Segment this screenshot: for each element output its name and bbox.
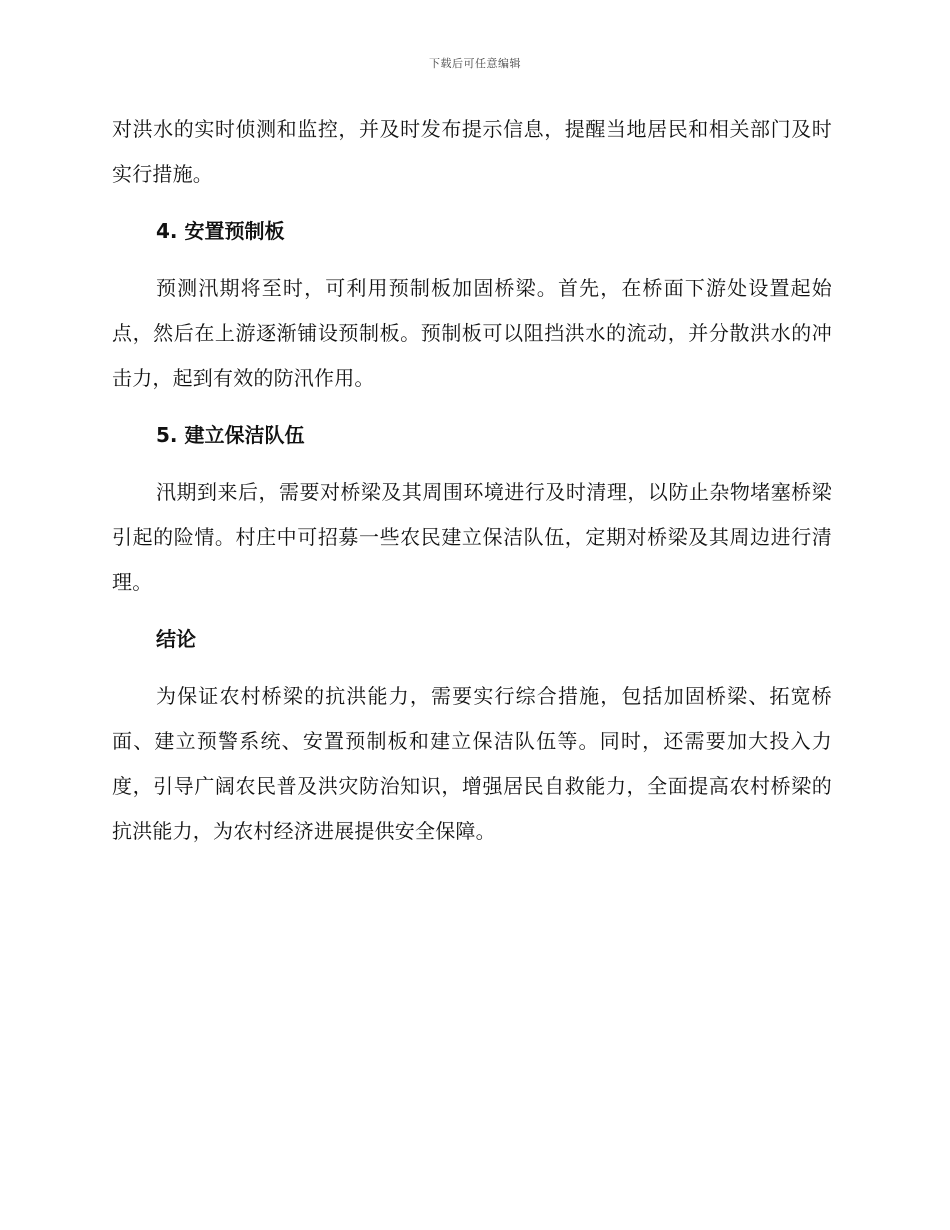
document-body <box>112 107 832 854</box>
intro-paragraph: 对洪水的实时侦测和监控，并及时发布提示信息，提醒当地居民和相关部门及时实行措施。 <box>112 117 832 186</box>
conclusion-paragraph: 为保证农村桥梁的抗洪能力，需要实行综合措施，包括加固桥梁、拓宽桥面、建立预警系统、安置预制板和建立保洁队伍等。同时，还需要加大投入力度，引导广阔农民普及洪灾防治知识，增强居民自救能力，全面提高农村桥梁的抗洪能力，为农村经济进展提供安全保障。 <box>112 684 832 843</box>
section-paragraph-4: 预测汛期将至时，可利用预制板加固桥梁。首先，在桥面下游处设置起始点，然后在上游逐渐铺设预制板。预制板可以阻挡洪水的流动，并分散洪水的冲击力，起到有效的防汛作用。 <box>112 276 832 390</box>
section-heading-4: 4. 安置预制板 <box>156 219 285 243</box>
section-paragraph-5: 汛期到来后，需要对桥梁及其周围环境进行及时清理，以防止杂物堵塞桥梁引起的险情。村庄中可招募一些农民建立保洁队伍，定期对桥梁及其周边进行清理。 <box>112 480 832 594</box>
section-heading-5: 5. 建立保洁队伍 <box>156 423 305 447</box>
page-header-note: 下载后可任意编辑 <box>429 57 521 70</box>
conclusion-heading: 结论 <box>156 627 196 651</box>
